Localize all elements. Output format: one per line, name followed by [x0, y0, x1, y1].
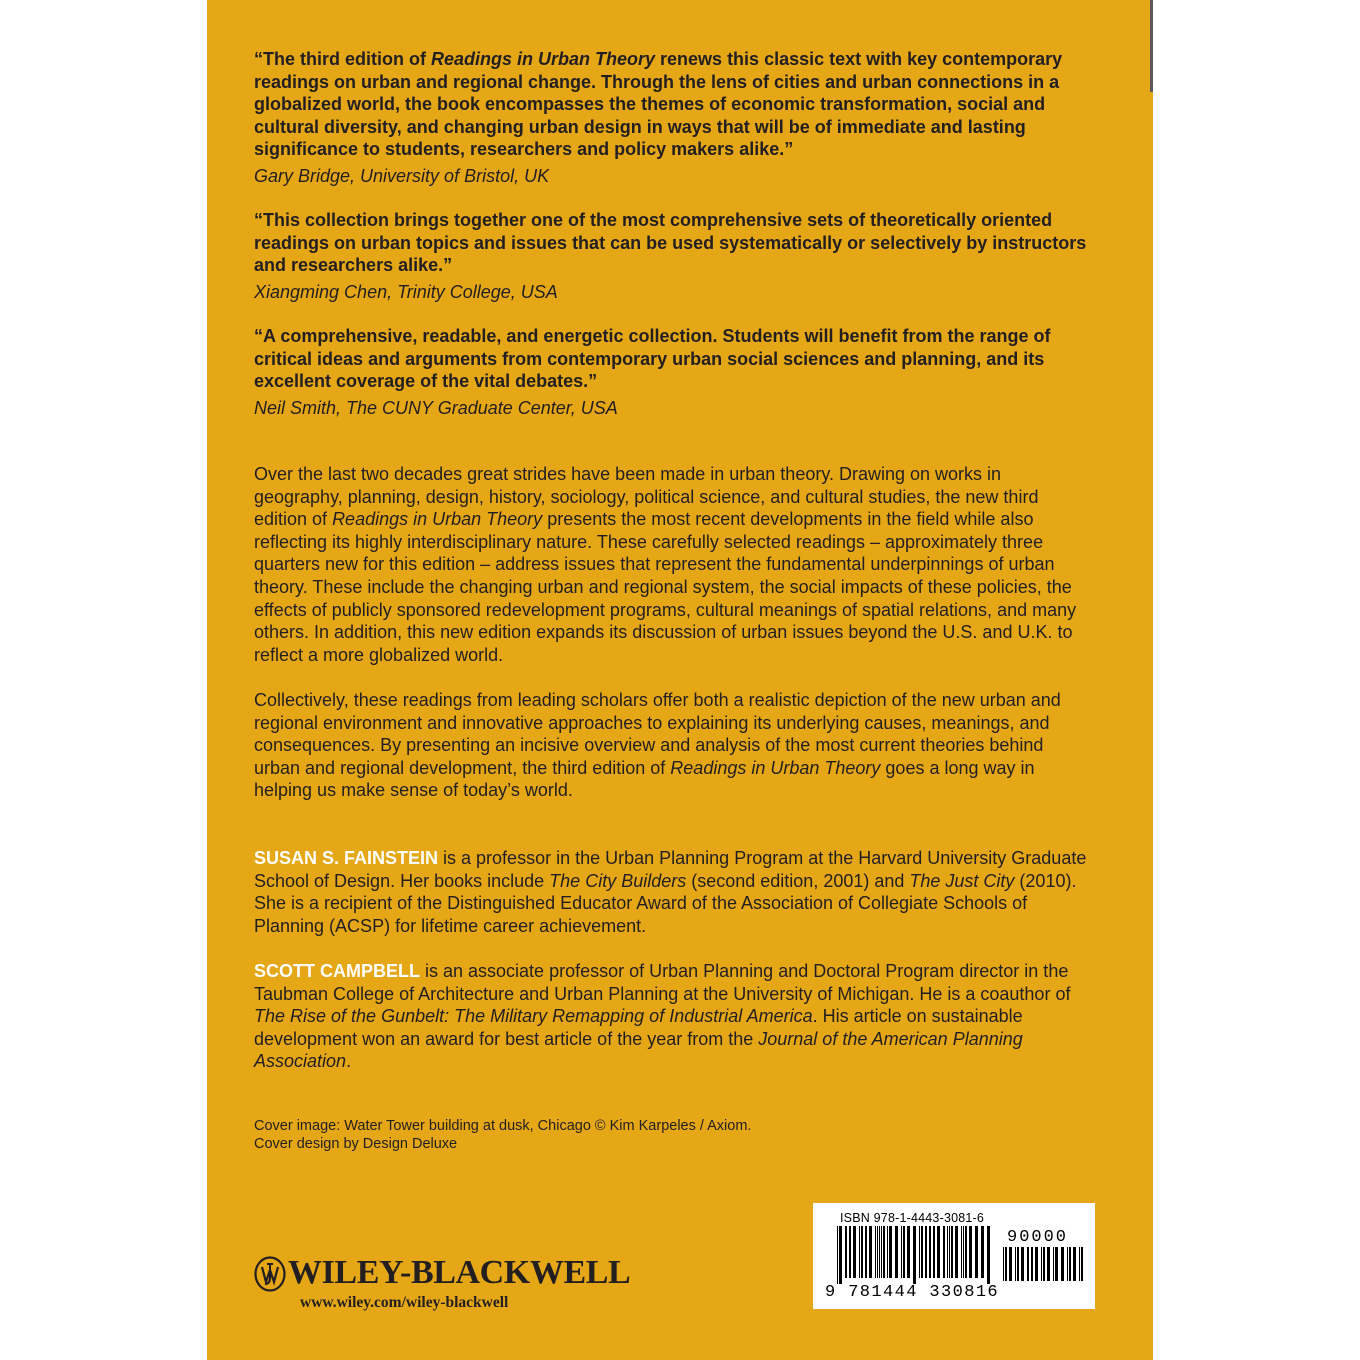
barcode-bar: [887, 1226, 888, 1278]
barcode-bar: [875, 1226, 876, 1278]
review-attribution: Xiangming Chen, Trinity College, USA: [254, 281, 558, 302]
barcode-bar: [1073, 1247, 1076, 1281]
bio-text: .: [346, 1051, 352, 1072]
description-text: goes a long way in helping us make sense of today’s world.: [254, 757, 1035, 801]
barcode-bar: [1031, 1247, 1033, 1281]
barcode-bar: [837, 1226, 838, 1284]
description-text: presents the most recent developments in the field while also reflecting its highly interdisciplinary nature. These carefully selected readings – approximately three quarters new for this edition – address issues that represent the fundamental underpinnings of urban theory. These include the changing urban and regional system, the social impacts of these policies, the effects of publicly sponsored redevelopment programs, cultural meanings of spatial relations, and many others. In addition, this new edition expands its discussion of urban issues beyond the U.S. and U.K. to reflect a more globalized world.: [254, 509, 1077, 665]
barcode-bar: [913, 1226, 916, 1284]
barcode-bar: [925, 1226, 927, 1278]
barcode-bar: [861, 1226, 863, 1278]
bio-text: (2010). She is a recipient of the Distinguished Educator Award of the Association of Collegiate Schools of Planning (ACSP) for lifetime career achievement.: [254, 870, 1077, 936]
review-quote: [254, 48, 1094, 161]
review-quote: “A comprehensive, readable, and energetic collection. Students will benefit from the range of critical ideas and arguments from contemporary urban social sciences and planning, and its excellent coverage of the vital debates.”: [254, 326, 1051, 392]
barcode-bar: [949, 1226, 950, 1278]
barcode-bar: [907, 1226, 910, 1278]
barcode-bar: [1069, 1247, 1071, 1281]
publisher-name: WILEY-BLACKWELL: [288, 1254, 631, 1291]
barcode-bar: [845, 1226, 847, 1278]
description-paragraph-2: [254, 689, 1094, 802]
book-title: Readings in Urban Theory: [332, 509, 543, 530]
barcode-bar: [969, 1226, 972, 1278]
cover-credits: [254, 1117, 1094, 1153]
barcode-bar: [895, 1226, 898, 1278]
spine-edge: [1150, 0, 1153, 92]
barcode-bar: [963, 1226, 964, 1278]
barcode-bar: [975, 1226, 978, 1278]
ean-digits: 9 781444 330816: [825, 1283, 1000, 1302]
barcode-bar: [1079, 1247, 1080, 1281]
back-cover: [207, 0, 1153, 1360]
publisher-logo: [254, 1254, 631, 1314]
barcode-bar: [1035, 1247, 1038, 1281]
barcode-bar: [1017, 1247, 1019, 1281]
barcode-bar: [889, 1226, 892, 1278]
review-3: [254, 325, 1094, 419]
barcode-bar: [937, 1226, 940, 1278]
barcode-bar: [1053, 1247, 1054, 1281]
barcode-bar: [859, 1226, 860, 1278]
barcode-bar: [1055, 1247, 1058, 1281]
barcode-bar: [1015, 1247, 1016, 1281]
barcode-bar: [1003, 1247, 1004, 1281]
barcode-bar: [921, 1226, 923, 1278]
wiley-jw-icon: [254, 1256, 286, 1292]
description-text: Over the last two decades great strides have been made in urban theory. Drawing on works in geography, planning, design, history, sociology, political science, and cultural studies, the new third edition of: [254, 464, 1039, 530]
barcode-bar: [987, 1226, 990, 1284]
barcode-bar: [849, 1226, 851, 1278]
barcode-bar: [879, 1226, 880, 1278]
barcode-bar: [1005, 1247, 1007, 1281]
author-name: SCOTT CAMPBELL: [254, 961, 420, 981]
book-title: Readings in Urban Theory: [430, 49, 656, 69]
barcode-bar: [955, 1226, 958, 1278]
book-title: The Rise of the Gunbelt: The Military Remapping of Industrial America: [254, 1006, 813, 1027]
description-text: Collectively, these readings from leading scholars offer both a realistic depiction of the new urban and regional environment and innovative approaches to explaining its underlying causes, meanings, and consequences. By presenting an incisive overview and analysis of the most current theories behind urban and regional development, the third edition of: [254, 690, 1061, 778]
review-2: [254, 209, 1094, 303]
barcode-bar: [919, 1226, 920, 1278]
barcode-bar: [933, 1226, 935, 1278]
price-code: 90000: [1007, 1228, 1069, 1247]
bio-text: is a professor in the Urban Planning Program at the Harvard University Graduate School of Design. Her books include: [254, 848, 1087, 891]
barcode-bar: [883, 1226, 885, 1278]
barcode-bar: [1061, 1247, 1064, 1281]
quote-text: renews this classic text with key contemporary readings on urban and regional change. Through the lens of cities and urban connections in a globalized world, the book encompasses the themes of economic transformation, social and cultural diversity, and changing urban design in ways that will be of immediate and lasting significance to students, researchers and policy makers alike.”: [254, 49, 1063, 160]
review-quote: “This collection brings together one of the most comprehensive sets of theoretically oriented readings on urban topics and issues that can be used systematically or selectively by instructors and researchers alike.”: [254, 210, 1087, 276]
review-1: [254, 48, 1094, 187]
barcode-bar: [965, 1226, 967, 1278]
journal-title: Journal of the American Planning Association: [254, 1028, 1023, 1072]
barcode-bar: [951, 1226, 953, 1278]
quote-text: “The third edition of: [254, 49, 431, 69]
book-title: Readings in Urban Theory: [670, 757, 881, 778]
barcode-bar: [1067, 1247, 1068, 1281]
review-attribution: Neil Smith, The CUNY Graduate Center, USA: [254, 397, 618, 418]
isbn-label: ISBN 978-1-4443-3081-6: [840, 1211, 985, 1225]
author-name: SUSAN S. FAINSTEIN: [254, 848, 439, 868]
book-title: The Just City: [909, 870, 1015, 891]
barcode-bar: [1041, 1247, 1042, 1281]
barcode-bar: [1027, 1247, 1029, 1281]
barcode-bar: [839, 1226, 842, 1284]
book-title: The City Builders: [549, 870, 687, 891]
cover-image-credit: Cover image: Water Tower building at dusk, Chicago © Kim Karpeles / Axiom.: [254, 1118, 752, 1134]
barcode-bar: [877, 1226, 878, 1278]
description-paragraph-1: [254, 463, 1094, 666]
bio-text: is an associate professor of Urban Planning and Doctoral Program director in the Taubman College of Architecture and Urban Planning at the University of Michigan. He is a coauthor of: [254, 961, 1071, 1004]
author-bio-1: [254, 847, 1094, 937]
barcode-bar: [865, 1226, 867, 1278]
barcode-bar: [947, 1226, 948, 1278]
barcode-bar: [1047, 1247, 1050, 1281]
bio-text: . His article on sustainable development won an award for best article of the year from the: [254, 1006, 1023, 1049]
barcode-bar: [853, 1226, 856, 1278]
barcode-bar: [981, 1226, 984, 1278]
review-attribution: Gary Bridge, University of Bristol, UK: [254, 165, 550, 186]
bio-text: (second edition, 2001) and: [686, 870, 910, 891]
author-bio-2: [254, 960, 1094, 1073]
barcode-bar: [1081, 1247, 1083, 1281]
barcode-bar: [881, 1226, 882, 1278]
barcode-bar: [929, 1226, 931, 1278]
barcode-bar: [1009, 1247, 1012, 1281]
publisher-url: www.wiley.com/wiley-blackwell: [300, 1294, 509, 1311]
barcode-bar: [903, 1226, 905, 1278]
isbn-barcode: [813, 1203, 1095, 1309]
barcode-bar: [961, 1226, 962, 1278]
barcode-bar: [901, 1226, 902, 1278]
cover-design-credit: Cover design by Design Deluxe: [254, 1136, 458, 1152]
barcode-bar: [1021, 1247, 1024, 1281]
barcode-bar: [1043, 1247, 1045, 1281]
barcode-bar: [943, 1226, 945, 1278]
barcode-bar: [869, 1226, 872, 1278]
addon-bars: [1003, 1247, 1085, 1287]
ean-bars: [837, 1226, 993, 1284]
